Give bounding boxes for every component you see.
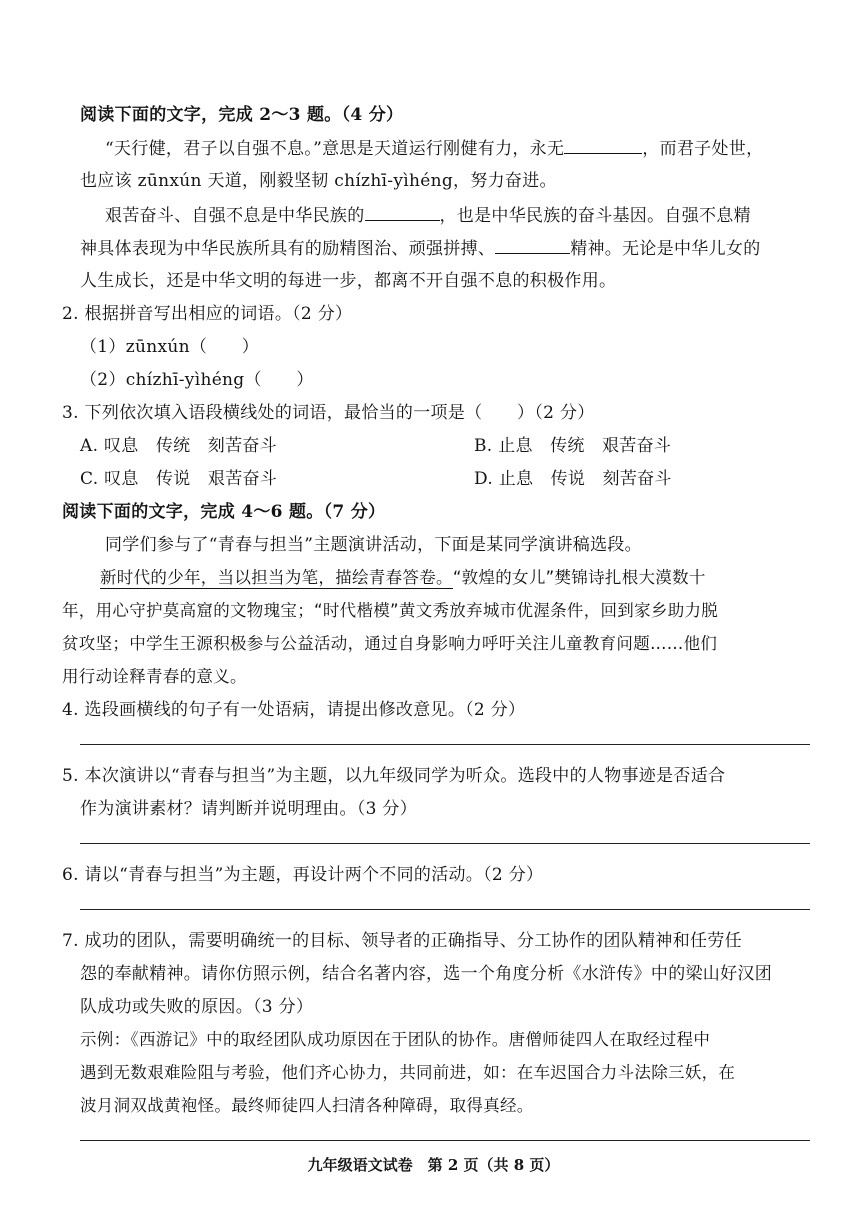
paragraph-4-line-4: 用行动诠释青春的意义。 <box>62 667 247 686</box>
question-2-item-2[interactable]: （2）chízhī-yìhéng（ ） <box>80 370 314 390</box>
paragraph-4-line-3: 贫攻坚；中学生王源积极参与公益活动，通过自身影响力呼吁关注儿童教育问题……他们 <box>62 634 718 653</box>
paragraph-2-line-3: 人生成长，还是中华文明的每进一步，都离不开自强不息的积极作用。 <box>80 271 617 291</box>
option-b[interactable]: B. 止息 传统 艰苦奋斗 <box>474 436 672 456</box>
paragraph-1-line-1 <box>105 137 763 160</box>
blank-3[interactable] <box>495 237 570 254</box>
text: ，而君子处世， <box>642 139 764 159</box>
page-footer: 九年级语文试卷 第 2 页（共 8 页） <box>307 1156 560 1174</box>
paragraph-4-line-2: 年，用心守护莫高窟的文物瑰宝；“时代楷模”黄文秀放弃城市优渥条件，回到家乡助力脱 <box>62 601 719 620</box>
question-5-line-1: 5. 本次演讲以“青春与担当”为主题，以九年级同学为听众。选段中的人物事迹是否适合 <box>62 766 726 786</box>
blank-1[interactable] <box>564 137 642 154</box>
underlined-sentence: 新时代的少年，当以担当为笔，描绘青春答卷。 <box>100 568 453 587</box>
footer-divider <box>80 1140 810 1141</box>
text: “天行健，君子以自强不息。”意思是天道运行刚健有力，永无 <box>105 139 565 159</box>
text: 艰苦奋斗、自强不息是中华民族的 <box>105 206 365 226</box>
paragraph-2-line-1 <box>105 204 751 227</box>
question-2: 2. 根据拼音写出相应的词语。（2 分） <box>62 304 353 324</box>
question-5-line-2: 作为演讲素材？请判断并说明理由。（3 分） <box>80 799 418 819</box>
paragraph-1-line-2: 也应该 zūnxún 天道，刚毅坚韧 chízhī-yìhéng，努力奋进。 <box>80 171 557 191</box>
question-7-line-1: 7. 成功的团队，需要明确统一的目标、领导者的正确指导、分工协作的团队精神和任劳任 <box>62 931 742 951</box>
paragraph-3: 同学们参与了“青春与担当”主题演讲活动，下面是某同学演讲稿选段。 <box>105 535 642 555</box>
text: ，也是中华民族的奋斗基因。自强不息精 <box>439 206 751 226</box>
option-c[interactable]: C. 叹息 传说 艰苦奋斗 <box>80 469 278 489</box>
paragraph-2-line-2 <box>80 237 761 260</box>
example-line-2: 遇到无数艰难险阻与考验，他们齐心协力，共同前进，如：在车迟国合力斗法除三妖，在 <box>80 1063 736 1082</box>
option-a[interactable]: A. 叹息 传统 刻苦奋斗 <box>80 436 277 456</box>
question-3: 3. 下列依次填入语段横线处的词语，最恰当的一项是（ ）（2 分） <box>62 403 595 423</box>
example-line-1: 示例：《西游记》中的取经团队成功原因在于团队的协作。唐僧师徒四人在取经过程中 <box>80 1030 711 1049</box>
example-line-3: 波月洞双战黄袍怪。最终师徒四人扫清各种障碍，取得真经。 <box>80 1096 534 1115</box>
text: “敦煌的女儿”樊锦诗扎根大漠数十 <box>452 568 706 587</box>
answer-line-4[interactable] <box>80 744 810 745</box>
answer-line-6[interactable] <box>80 909 810 910</box>
paragraph-4-line-1 <box>100 567 706 589</box>
question-7-line-2: 怨的奉献精神。请你仿照示例，结合名著内容，选一个角度分析《水浒传》中的梁山好汉团 <box>80 964 772 984</box>
blank-2[interactable] <box>365 204 440 221</box>
answer-line-5[interactable] <box>80 843 810 844</box>
text: 精神。无论是中华儿女的 <box>570 239 761 259</box>
option-d[interactable]: D. 止息 传说 刻苦奋斗 <box>474 469 672 489</box>
section-heading-1: 阅读下面的文字，完成 2～3 题。（4 分） <box>80 105 404 125</box>
question-4: 4. 选段画横线的句子有一处语病，请提出修改意见。（2 分） <box>62 700 526 720</box>
text: 神具体表现为中华民族所具有的励精图治、顽强拼搏、 <box>80 239 496 259</box>
section-heading-2: 阅读下面的文字，完成 4～6 题。（7 分） <box>62 502 386 522</box>
question-2-item-1[interactable]: （1）zūnxún（ ） <box>80 337 260 357</box>
question-7-line-3: 队成功或失败的原因。（3 分） <box>80 997 314 1017</box>
question-6: 6. 请以“青春与担当”为主题，再设计两个不同的活动。（2 分） <box>62 865 544 885</box>
